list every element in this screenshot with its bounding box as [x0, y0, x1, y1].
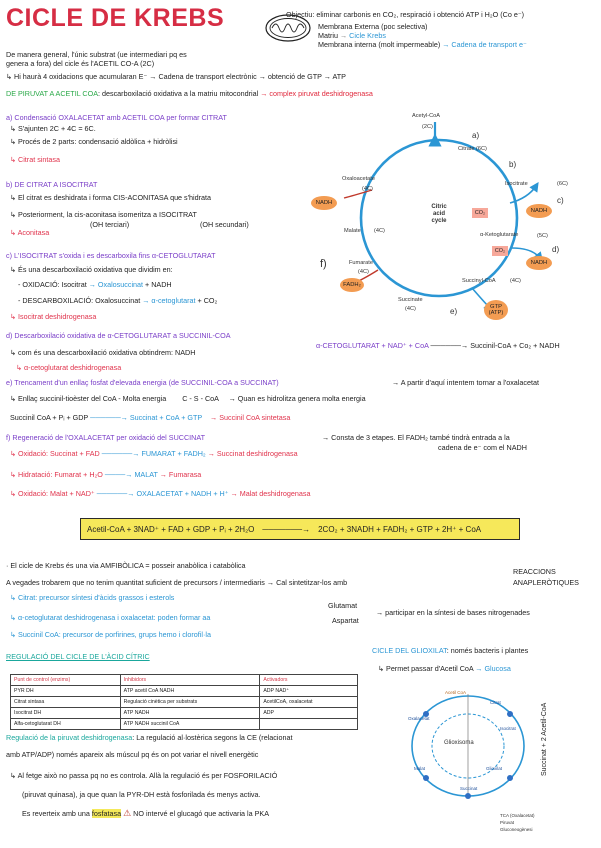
gtp-node — [484, 300, 508, 320]
regulation-header-cell: Punt de control (enzims) — [11, 675, 121, 686]
step-c-decarboxylation — [18, 296, 217, 305]
step-f-right-2: cadena de e⁻ com el NADH — [438, 443, 527, 452]
intro-etc: → Cadena de transport electrònic — [149, 72, 257, 81]
step-f-title: f) Regeneració de l'OXALACETAT per oxidació del SUCCINAT — [6, 433, 205, 442]
gly-label-acetil: Acetil CoA — [445, 690, 467, 695]
step-a-line-1: ↳ S'ajunten 2C + 4C = 6C. — [10, 124, 96, 133]
step-f-hid-c: → Fumarasa — [159, 470, 202, 479]
cycle-succinate: Succinate — [398, 297, 423, 303]
step-e-l1c: → Quan es hidrolitza genera molta energia — [228, 394, 366, 403]
cycle-letter-e: e) — [450, 307, 458, 316]
step-e-l1a: ↳ Enllaç succinil-tioèster del CoA - Molta energia — [10, 394, 167, 403]
step-f-hid-a: ↳ Hidratació: Fumarat + H₂O — [10, 470, 105, 479]
table-row — [11, 686, 358, 697]
cycle-fumarate-c: (4C) — [358, 269, 369, 275]
table-cell: ADP NAD⁺ — [260, 686, 358, 697]
step-f-right-1: → Consta de 3 etapes. El FADH₂ també tindrà entrada a la — [322, 433, 510, 442]
glyoxylate-node — [507, 775, 513, 781]
glyoxisome-label: Glioxisoma — [444, 740, 474, 746]
piruvat-complex: complex piruvat deshidrogenasa — [269, 89, 373, 98]
regulation-header-cell: Inhibidors — [120, 675, 260, 686]
table-cell: Isocitrat DH — [11, 708, 121, 719]
step-f-ox2b: ──────→ OXALACETAT + NADH + H⁺ — [96, 489, 229, 498]
step-c-dc-a: - DESCARBOXILACIÓ: Oxalosuccinat — [18, 296, 141, 305]
step-d-enzyme: ↳ α-cetoglutarat deshidrogenasa — [16, 363, 122, 372]
step-c-dc-b: → α-cetoglutarat — [140, 296, 196, 305]
table-cell: ATP acetil CoA NADH — [120, 686, 260, 697]
matrix-note: Matriu — [318, 31, 338, 40]
glioxilat-side-note: Succinat + 2 Acetil-CoA — [541, 702, 548, 776]
regulation-p1-text: : La regulació al·lostèrica segons la CE (relacionat — [132, 733, 293, 742]
glutamat-label: Glutamat — [328, 601, 358, 610]
amfibolic-item-2: ↳ α-cetoglutarat deshidrogenasa i oxalacetat: poden formar aa — [10, 613, 211, 622]
regulation-p4: (piruvat quinasa), ja que quan la PYR-DH està fosforilada és menys activa. — [22, 790, 261, 799]
cycle-acetyl-c: (2C) — [422, 124, 433, 130]
co2-node-isocitrate: CO₂ — [472, 208, 488, 218]
cycle-letter-a: a) — [472, 131, 480, 140]
glioxilat-title-row — [372, 646, 528, 655]
glioxilat-l1b: → Glucosa — [475, 664, 511, 673]
table-cell: ADP — [260, 708, 358, 719]
aspartat-label: Aspartat — [332, 616, 359, 625]
step-d-eq-a: α-CETOGLUTARAT + NAD⁺ + CoA — [316, 341, 431, 350]
step-f-ox-2 — [10, 489, 310, 498]
nadh-node-isocitrate: NADH — [526, 204, 552, 218]
cycle-letter-d: d) — [552, 245, 560, 254]
step-f-ox2a: ↳ Oxidació: Malat + NAD⁺ — [10, 489, 97, 498]
cycle-isocitrate-c: (6C) — [557, 181, 568, 187]
step-f-hid — [10, 470, 201, 479]
glioxilat-line-1 — [378, 664, 511, 673]
cycle-acetyl: Acetyl-CoA — [412, 113, 440, 119]
piruvat-text: : descarboxilació oxidativa a la matriu mitocondrial — [98, 89, 259, 98]
atp-label: (ATP) — [488, 310, 504, 316]
regulation-header-row — [11, 675, 358, 686]
step-f-ox1b: ──────→ FUMARAT + FADH₂ — [101, 449, 206, 458]
co2-node-akg: CO₂ — [492, 246, 508, 256]
step-d-line-1: ↳ com és una descarboxilació oxidativa obtindrem: NADH — [10, 348, 196, 357]
gly-label-succinat: Succinat — [460, 786, 478, 791]
glyoxylate-diagram — [404, 684, 534, 812]
piruvat-line: DE PIRUVAT A ACETIL COA: descarboxilació oxidativa a la matriu mitocondrial → complex piruvat deshidrogenasa — [6, 89, 373, 98]
matrix-note-row: Matriu → Cicle Krebs — [318, 31, 386, 40]
regulation-header-cell: Activadors — [260, 675, 358, 686]
step-e-l2b: ──────→ Succinat + CoA + GTP — [90, 413, 203, 422]
table-cell: Alfa-cetoglutarat DH — [11, 719, 121, 730]
regulation-p5-c: NO intervé el glucagó que activaria la PKA — [131, 809, 270, 818]
cycle-citrate: Citrate (6C) — [458, 146, 487, 152]
regulation-table — [10, 674, 358, 730]
regulation-p1-title: Regulació de la piruvat deshidrogenasa — [6, 733, 133, 742]
gly-label-malat: Malat — [414, 766, 426, 771]
cycle-letter-c: c) — [557, 196, 564, 205]
intro-line-1: De manera general, l'únic substrat (ue intermediari pq es — [6, 50, 187, 59]
piruvat-title: DE PIRUVAT A ACETIL COA — [6, 89, 98, 98]
table-cell — [260, 719, 358, 730]
amfibolic-item-3: ↳ Succinil CoA: precursor de porfirines, grups hemo i clorofil·la — [10, 630, 211, 639]
cycle-letter-f: f) — [320, 258, 327, 270]
table-cell: ATP NADH — [120, 708, 260, 719]
step-a-enzyme: ↳ Citrat sintasa — [10, 155, 60, 164]
table-row — [11, 719, 358, 730]
cycle-malate-c: (4C) — [374, 228, 385, 234]
cycle-succoa: Succinyl-CoA — [462, 278, 496, 284]
step-f-ox-1 — [10, 449, 298, 458]
cycle-oxaloacetate-c: (4C) — [362, 186, 373, 192]
step-b-oh-secondary: (OH secundari) — [200, 220, 249, 229]
step-c-ox-c: + NADH — [143, 280, 172, 289]
cycle-akg-c: (5C) — [537, 233, 548, 239]
step-b-line-2: ↳ Posteriorment, la cis-aconitasa isomeritza a ISOCITRAT — [10, 210, 197, 219]
regulation-p1 — [6, 733, 292, 742]
outer-membrane-note: Membrana Externa (poc selectiva) — [318, 22, 428, 31]
equation-left: Acetil-CoA + 3NAD⁺ + FAD + GDP + Pᵢ + 2H₂O — [87, 524, 255, 534]
step-f-hid-b: ────→ MALAT — [104, 470, 158, 479]
table-row — [11, 697, 358, 708]
step-c-line-1: ↳ És una descarboxilació oxidativa que dividim en: — [10, 265, 173, 274]
gly-label-citrat: Citrat — [490, 700, 501, 705]
cycle-center: Citric acid cycle — [431, 204, 447, 224]
participate-label: → participar en la síntesi de bases nitrogenades — [376, 608, 530, 617]
step-c-ox-b: → Oxalosuccinat — [88, 280, 144, 289]
step-b-line-1: ↳ El citrat es deshidrata i forma CIS-ACONITASA que s'hidrata — [10, 193, 211, 202]
nadh-node-akg: NADH — [526, 256, 552, 270]
nadh-node-malate: NADH — [311, 196, 337, 210]
table-row — [11, 708, 358, 719]
glioxilat-l1a: ↳ Permet passar d'Acetil CoA — [378, 664, 476, 673]
inner-membrane-note-row: Membrana interna (molt impermeable) → Cadena de transport e⁻ — [318, 40, 527, 49]
table-cell: Regulació cinètica per substrats — [120, 697, 260, 708]
krebs-note: Cicle Krebs — [349, 31, 386, 40]
step-b-enzyme: ↳ Aconitasa — [10, 228, 50, 237]
cycle-akg: α-Ketoglutarate — [480, 232, 519, 238]
gly-label-tca: TCA (Oxalacetat) — [500, 813, 535, 818]
step-d-equation — [316, 341, 560, 350]
step-c-ox-a: - OXIDACIÓ: Isocitrat — [18, 280, 89, 289]
step-d-eq-b: ──────→ Succinil-CoA + Co₂ + NADH — [430, 341, 560, 350]
glyoxylate-node — [507, 711, 513, 717]
step-e-title: e) Trencament d'un enllaç fosfat d'elevada energia (de SUCCINIL-COA a SUCCINAT) — [6, 378, 279, 387]
cycle-fumarate: Fumarate — [349, 260, 373, 266]
step-f-ox1c: → Succinat deshidrogenasa — [207, 449, 298, 458]
table-cell: Citrat sintasa — [11, 697, 121, 708]
regulation-p5-a: Es reverteix amb una — [22, 809, 92, 818]
step-a-title: a) Condensació OXALACETAT amb ACETIL COA per formar CITRAT — [6, 113, 227, 122]
inner-membrane-note: Membrana interna (molt impermeable) — [318, 40, 441, 49]
step-b-oh-tertiary: (OH terciari) — [90, 220, 130, 229]
step-c-title: c) L'ISOCITRAT s'oxida i es descarboxila fins α-CETOGLUTARAT — [6, 251, 216, 260]
fadh2-node: FADH₂ — [340, 278, 364, 292]
gly-label-oxalacetat: Oxalacetat — [408, 716, 430, 721]
table-cell: ATP NADH succinil CoA — [120, 719, 260, 730]
objective-note: Objectiu: eliminar carbonis en CO₂, respiració i obtenció ATP i H₂O (Co e⁻) — [286, 10, 524, 19]
glyoxylate-node — [423, 775, 429, 781]
cycle-succoa-c: (4C) — [510, 278, 521, 284]
step-e-l1b: C - S - CoA — [182, 394, 219, 403]
regulation-title: REGULACIÓ DEL CICLE DE L'ÀCID CÍTRIC — [6, 652, 150, 661]
regulation-p3: ↳ Al fetge això no passa pq no es controla. Allà la regulació és per FOSFORILACIÓ — [10, 771, 278, 780]
cycle-oxaloacetate: Oxaloacetate — [342, 176, 375, 182]
gly-label-gluconeogenesi: Gluconeogènesi — [500, 827, 533, 832]
regulation-p5-b: fosfatasa — [91, 809, 122, 818]
intro-line-3 — [6, 72, 346, 81]
table-cell: AcetilCoA, oxalacetat — [260, 697, 358, 708]
amfibolic-line-2: A vegades trobarem que no tenim quantitat suficient de precursors / intermediaris → Cal sintetitzar-los amb — [6, 578, 348, 587]
warning-icon: ⚠ — [123, 808, 132, 818]
amfibolic-item-1: ↳ Citrat: precursor síntesi d'àcids grassos i esterols — [10, 593, 175, 602]
step-e-line-1 — [10, 394, 366, 403]
regulation-p5 — [22, 809, 269, 818]
cycle-letter-b: b) — [509, 160, 517, 169]
step-d-title: d) Descarboxilació oxidativa de α-CETOGLUTARAT a SUCCINIL-COA — [6, 331, 231, 340]
step-c-enzyme: ↳ Isocitrat deshidrogenasa — [10, 312, 97, 321]
etc-note: Cadena de transport e⁻ — [451, 40, 527, 49]
step-e-right: → A partir d'aquí intentem tornar a l'oxalacetat — [392, 378, 539, 387]
page-title: CICLE DE KREBS — [6, 4, 225, 32]
step-f-ox2c: → Malat deshidrogenasa — [230, 489, 311, 498]
glyoxylate-node — [465, 793, 471, 799]
cycle-succinate-c: (4C) — [405, 306, 416, 312]
reactions-label: REACCIONS — [513, 567, 556, 576]
global-equation-box: Acetil-CoA + 3NAD⁺ + FAD + GDP + Pᵢ + 2H₂O ───────→ 2CO₂ + 3NADH + FADH₂ + GTP + 2H⁺ + CoA — [80, 518, 520, 540]
step-e-l2a: Succinil CoA + Pᵢ + GDP — [10, 413, 91, 422]
regulation-p2: amb ATP/ADP) només apareix als múscul pq és on pot variar el nivell energètic — [6, 750, 259, 759]
gtp-label: GTP — [490, 304, 502, 310]
gly-label-isocitrat: Isocitrat — [500, 726, 516, 731]
step-e-line-2 — [10, 413, 290, 422]
cycle-malate: Malate — [344, 228, 361, 234]
equation-right: 2CO₂ + 3NADH + FADH₂ + GTP + 2H⁺ + CoA — [318, 524, 482, 534]
glioxilat-note: : només bacteris i plantes — [446, 646, 529, 655]
step-f-ox1a: ↳ Oxidació: Succinat + FAD — [10, 449, 102, 458]
amfibolic-line-1: · El cicle de Krebs és una via AMFIBÒLICA = posseir anabòlica i catabòlica — [6, 561, 246, 570]
anaplerotic-label: ANAPLERÒTIQUES — [513, 578, 579, 587]
gly-label-piruvat: Piruvat — [500, 820, 515, 825]
table-cell: PYR DH — [11, 686, 121, 697]
glioxilat-title: CICLE DEL GLIOXILAT — [372, 646, 447, 655]
step-a-line-2: ↳ Procés de 2 parts: condensació aldòlica + hidròlisi — [10, 137, 178, 146]
step-c-dc-c: + CO₂ — [195, 296, 218, 305]
intro-gtp: → obtenció de GTP → ATP — [258, 72, 346, 81]
step-b-title: b) DE CITRAT A ISOCITRAT — [6, 180, 98, 189]
intro-line-2: genera a fora) del cicle és l'ACETIL CO-A (2C) — [6, 59, 155, 68]
gly-label-glioxilat: Glioxilat — [486, 766, 503, 771]
intro-oxidations: ↳ Hi haurà 4 oxidacions que acumularan E⁻ — [6, 72, 150, 81]
step-c-oxidation — [18, 280, 172, 289]
step-e-enzyme: → Succinil CoA sintetasa — [210, 413, 291, 422]
cycle-isocitrate: Isocitrate — [505, 181, 528, 187]
